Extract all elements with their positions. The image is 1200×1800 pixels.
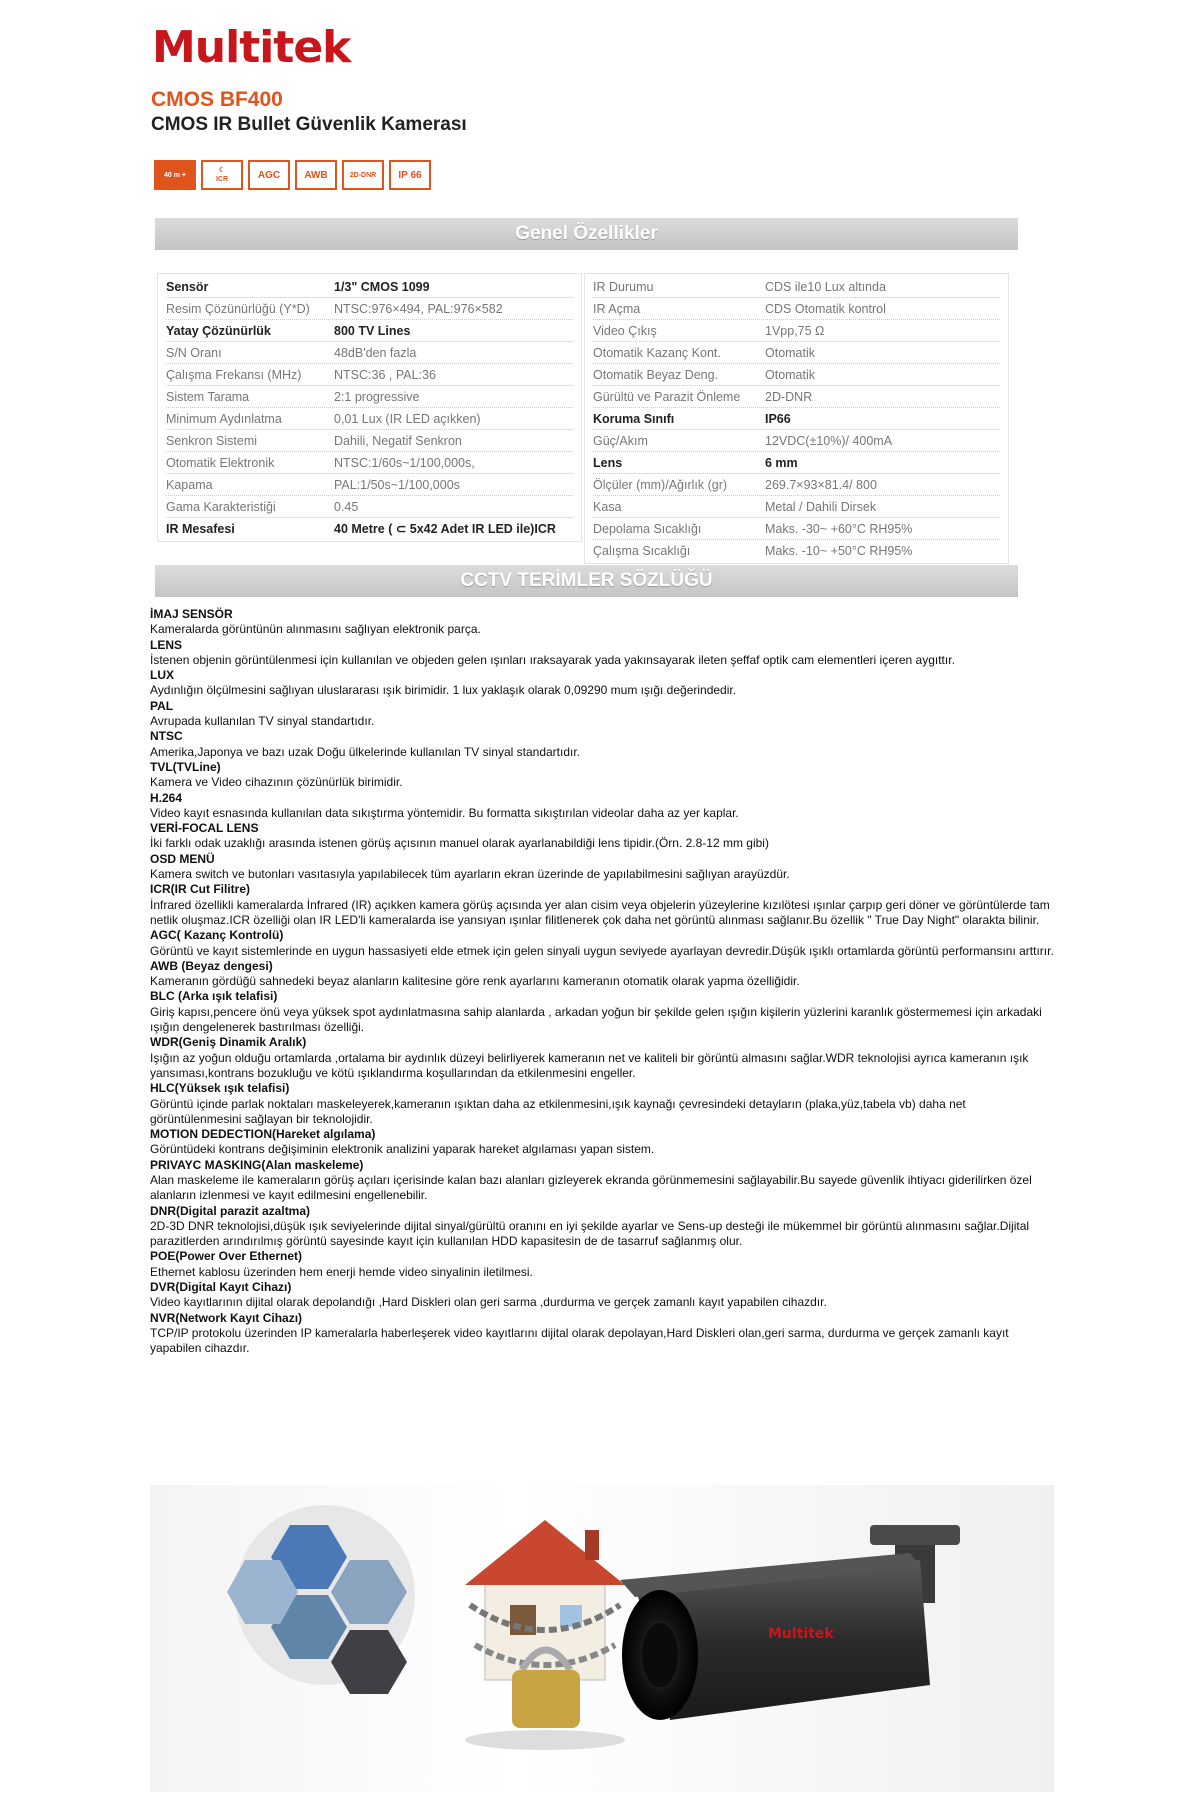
bullet-camera-illustration	[620, 1525, 960, 1720]
specs-table-left	[157, 273, 582, 542]
glossary-definition: 2D-3D DNR teknolojisi,düşük ışık seviyelerinde dijital sinyal/gürültü oranını en iyi şekilde ayarlar ve Sens-up desteği ile mükemmel bir görüntü alınmasını sağlar.Dijital parazitlerden arındırılmış görüntü sayesinde kayıt için kullanılan HDD kapasitesin de de tasarruf sağlanmış olur.	[150, 1218, 1030, 1249]
spec-row	[593, 452, 1000, 474]
spec-row	[166, 496, 573, 518]
spec-label: Koruma Sınıfı	[593, 411, 675, 426]
agc-icon: AGC	[248, 160, 290, 190]
spec-label: Çalışma Frekansı (MHz)	[166, 367, 302, 382]
spec-value: NTSC:1/60s~1/100,000s,	[334, 455, 475, 470]
hexagon-collage	[227, 1505, 415, 1694]
glossary-term: LUX	[150, 668, 174, 683]
glossary-term: AWB (Beyaz dengesi)	[150, 958, 273, 973]
spec-label: Sensör	[166, 279, 209, 294]
glossary-definition: Işığın az yoğun olduğu ortamlarda ,ortalama bir aydınlık düzeyi belirliyerek kameranın net ve kaliteli bir görüntü almasını sağlar.WDR teknolojisi ayrıca kameranın ışık yansıması,kontrans bozukluğu ve kötü ışıklandırma koşullarından da etkilenmesini engeller.	[150, 1050, 1029, 1080]
glossary-definition: Giriş kapısı,pencere önü veya yüksek spot aydınlatmasına sahip alanlarda , arkadan yoğun bir şekilde gelen ışığın kişilerin yüzlerini karanlık göstermemesi için arkadaki ışığın dengelenerek bastırılması özelliği.	[150, 1004, 1042, 1035]
glossary-term: LENS	[150, 637, 183, 652]
banner-illustration	[150, 1485, 1054, 1792]
spec-row	[166, 474, 573, 496]
glossary-definition: Ethernet kablosu üzerinden hem enerji hemde video sinyalinin iletilmesi.	[150, 1264, 533, 1279]
spec-value: 269.7×93×81.4/ 800	[765, 477, 877, 492]
spec-row	[593, 298, 1000, 320]
spec-value: IP66	[765, 411, 791, 426]
spec-row	[166, 386, 573, 408]
section-header-glossary: CCTV TERİMLER SÖZLÜĞÜ	[155, 565, 1018, 597]
spec-row	[166, 364, 573, 386]
spec-label: Sistem Tarama	[166, 389, 250, 404]
glossary-definition: Video kayıt esnasında kullanılan data sıkıştırma yöntemidir. Bu formatta sıkıştırılan videolar daha az yer kaplar.	[150, 805, 739, 820]
spec-label: Kapama	[166, 477, 213, 492]
spec-row	[166, 518, 573, 539]
spec-row	[166, 342, 573, 364]
glossary-term: WDR(Geniş Dinamik Aralık)	[150, 1035, 307, 1050]
glossary-term: AGC( Kazanç Kontrolü)	[150, 928, 284, 943]
spec-label: IR Durumu	[593, 279, 654, 294]
glossary-definition: Aydınlığın ölçülmesini sağlıyan uluslararası ışık birimidir. 1 lux yaklaşık olarak 0,09290 mum ışığı değerindedir.	[150, 683, 737, 698]
spec-row	[593, 320, 1000, 342]
spec-value: 0.45	[334, 499, 359, 514]
spec-label: Gama Karakteristiği	[166, 499, 276, 514]
product-banner-image	[150, 1485, 1054, 1792]
spec-label: Video Çıkış	[593, 323, 657, 338]
awb-icon: AWB	[295, 160, 337, 190]
glossary-term: VERİ-FOCAL LENS	[150, 821, 259, 836]
spec-value: NTSC:36 , PAL:36	[334, 367, 436, 382]
house-chain-illustration	[465, 1520, 625, 1750]
glossary-term: PAL	[150, 698, 174, 713]
glossary-term: H.264	[150, 790, 183, 805]
spec-row	[593, 518, 1000, 540]
spec-label: IR Açma	[593, 301, 641, 316]
feature-badges	[154, 160, 431, 190]
spec-row	[593, 276, 1000, 298]
spec-row	[166, 320, 573, 342]
spec-value: 800 TV Lines	[334, 323, 411, 338]
spec-row	[593, 386, 1000, 408]
spec-value: 6 mm	[765, 455, 798, 470]
glossary-term: ICR(IR Cut Filitre)	[150, 882, 250, 897]
spec-value: Otomatik	[765, 367, 816, 382]
spec-value: CDS ile10 Lux altında	[765, 279, 886, 294]
glossary-term: MOTION DEDECTION(Hareket algılama)	[150, 1127, 376, 1142]
specs-table-right	[584, 273, 1009, 564]
spec-row	[593, 342, 1000, 364]
spec-label: Gürültü ve Parazit Önleme	[593, 389, 741, 404]
glossary-definition: İki farklı odak uzaklığı arasında istenen görüş açısının manuel olarak ayarlanabildiği lens tipidir.(Örn. 2.8-12 mm gibi)	[150, 836, 769, 851]
spec-label: Depolama Sıcaklığı	[593, 521, 702, 536]
ir-distance-icon: 40 m +	[154, 160, 196, 190]
spec-value: CDS Otomatik kontrol	[765, 301, 886, 316]
spec-label: Otomatik Kazanç Kont.	[593, 345, 721, 360]
glossary-term: HLC(Yüksek ışık telafisi)	[150, 1081, 290, 1096]
spec-value: 2D-DNR	[765, 389, 813, 404]
glossary-term: OSD MENÜ	[150, 851, 215, 866]
spec-label: Çalışma Sıcaklığı	[593, 543, 691, 558]
spec-label: Senkron Sistemi	[166, 433, 258, 448]
glossary-term: DVR(Digital Kayıt Cihazı)	[150, 1280, 292, 1295]
spec-row	[593, 496, 1000, 518]
glossary-term: DNR(Digital parazit azaltma)	[150, 1203, 311, 1218]
product-subtitle: CMOS IR Bullet Güvenlik Kamerası	[151, 114, 467, 135]
spec-value: Maks. -30~ +60°C RH95%	[765, 521, 913, 536]
spec-label: Ölçüler (mm)/Ağırlık (gr)	[593, 477, 728, 492]
section-header-general: Genel Özellikler	[155, 218, 1018, 250]
camera-brand-text: Multitek	[768, 1626, 834, 1642]
spec-value: Metal / Dahili Dirsek	[765, 499, 877, 514]
spec-label: IR Mesafesi	[166, 521, 235, 536]
glossary-term: NTSC	[150, 729, 183, 744]
spec-value: 48dB'den fazla	[334, 345, 417, 360]
spec-row	[593, 540, 1000, 561]
spec-row	[593, 474, 1000, 496]
glossary-definition: Kamera ve Video cihazının çözünürlük birimidir.	[150, 775, 403, 790]
glossary-term: BLC (Arka ışık telafisi)	[150, 989, 278, 1004]
spec-row	[593, 408, 1000, 430]
spec-value: 12VDC(±10%)/ 400mA	[765, 433, 893, 448]
glossary-definition: Görüntü içinde parlak noktaları maskeleyerek,kameranın ışıktan daha az etkilenmesini,ışık kaynağı çevresindeki detayların (plaka,yüz,tabela vb) daha net görüntülenmesini sağlayan bir teknolojidir.	[150, 1096, 966, 1126]
spec-row	[166, 430, 573, 452]
spec-label: Minimum Aydınlatma	[166, 411, 282, 426]
glossary-definition: Amerika,Japonya ve bazı uzak Doğu ülkelerinde kullanılan TV sinyal standartıdır.	[150, 744, 581, 759]
glossary-definition: İnfrared özellikli kameralarda İnfrared (IR) açıkken kamera görüş açısında yer alan cisim veya objelerin yüzeylerine kızılötesi ışınlar çarpıp geri döner ve görüntülerde tam netlik oluşmaz.ICR özelliği olan IR LED'li kameralarda ise yansıyan ışınlar filitlenerek çok daha net görüntü alınması sağlanır.Bu özellik " True Day Night" olarakta bilinir.	[150, 897, 1050, 927]
spec-label: Resim Çözünürlüğü (Y*D)	[166, 301, 310, 316]
spec-value: 2:1 progressive	[334, 389, 420, 404]
spec-value: 0,01 Lux (IR LED açıkken)	[334, 411, 481, 426]
glossary-definition: Görüntü ve kayıt sistemlerinde en uygun hassasiyeti elde etmek için gelen sinyali uygun seviyede ayarlayan devredir.Düşük ışıklı ortamlarda görüntü performansını arttırır.	[150, 943, 1054, 958]
glossary-definition: Alan maskeleme ile kameraların görüş açıları içerisinde kalan bazı alanları gizleyerek ekranda görünmemesini sağlayabilir.Bu sayede güvenlik ihtiyacı giderilirken özel alanların izlenmesi ve kayıt edilmesini engellenebilir.	[150, 1172, 1032, 1203]
icr-moon-icon: ☾ ICR	[201, 160, 243, 190]
glossary-definition: Görüntüdeki kontrans değişiminin elektronik analizini yaparak hareket algılaması yapan sistem.	[150, 1142, 655, 1157]
spec-value: Maks. -10~ +50°C RH95%	[765, 543, 913, 558]
glossary-definition: İstenen objenin görüntülenmesi için kullanılan ve objeden gelen ışınları ıraksayarak yada yakınsayarak ileten şeffaf optik cam elementleri içeren aygıttır.	[150, 652, 955, 667]
spec-value: PAL:1/50s~1/100,000s	[334, 477, 460, 492]
glossary-term: İMAJ SENSÖR	[150, 607, 233, 621]
spec-row	[593, 430, 1000, 452]
spec-row	[166, 298, 573, 320]
glossary-definition: TCP/IP protokolu üzerinden IP kameralarla haberleşerek video kayıtlarını dijital olarak depolayan,Hard Diskleri olan,geri sarma, durdurma ve gerçek zamanlı kayıt yapabilen cihazdır.	[150, 1325, 1009, 1356]
glossary-term: TVL(TVLine)	[150, 759, 221, 774]
spec-row	[166, 276, 573, 298]
spec-value: 40 Metre ( ⊂ 5x42 Adet IR LED ile)ICR	[334, 522, 556, 536]
spec-label: Otomatik Elektronik	[166, 455, 275, 470]
glossary-term: POE(Power Over Ethernet)	[150, 1249, 303, 1264]
spec-row	[593, 364, 1000, 386]
glossary-definition: Kameranın gördüğü sahnedeki beyaz alanların kalitesine göre renk ayarlarını kameranın otomatik olarak yapma özelliğidir.	[150, 974, 800, 989]
glossary-definition: Avrupada kullanılan TV sinyal standartıdır.	[150, 714, 375, 729]
spec-label: Kasa	[593, 499, 622, 514]
glossary-definition: Kameralarda görüntünün alınmasını sağlıyan elektronik parça.	[150, 622, 481, 637]
glossary-term: NVR(Network Kayıt Cihazı)	[150, 1310, 303, 1325]
spec-value: NTSC:976×494, PAL:976×582	[334, 301, 503, 316]
brand-logo: Multitek	[152, 22, 351, 73]
glossary-term: PRIVAYC MASKING(Alan maskeleme)	[150, 1157, 364, 1172]
model-title: CMOS BF400	[151, 88, 283, 111]
ip66-icon: IP 66	[389, 160, 431, 190]
spec-label: Otomatik Beyaz Deng.	[593, 367, 719, 382]
glossary-definition: Video kayıtlarının dijital olarak depolandığı ,Hard Diskleri olan geri sarma ,durdurma ve gerçek zamanlı kayıt yapabilen cihazdır.	[150, 1295, 827, 1310]
spec-label: S/N Oranı	[166, 345, 222, 360]
spec-value: Otomatik	[765, 345, 816, 360]
spec-row	[166, 408, 573, 430]
spec-row	[166, 452, 573, 474]
glossary-definition: Kamera switch ve butonları vasıtasıyla yapılabilecek tüm ayarların ekran üzerinde de yapılabilmesini sağlıyan arayüzdür.	[150, 867, 790, 882]
glossary-list	[150, 607, 1060, 1357]
spec-label: Lens	[593, 455, 623, 470]
spec-label: Yatay Çözünürlük	[166, 323, 271, 338]
spec-value: 1/3" CMOS 1099	[334, 279, 430, 294]
dnr-icon: 2D-DNR	[342, 160, 384, 190]
spec-value: 1Vpp,75 Ω	[765, 323, 825, 338]
spec-label: Güç/Akım	[593, 433, 648, 448]
spec-value: Dahili, Negatif Senkron	[334, 433, 462, 448]
